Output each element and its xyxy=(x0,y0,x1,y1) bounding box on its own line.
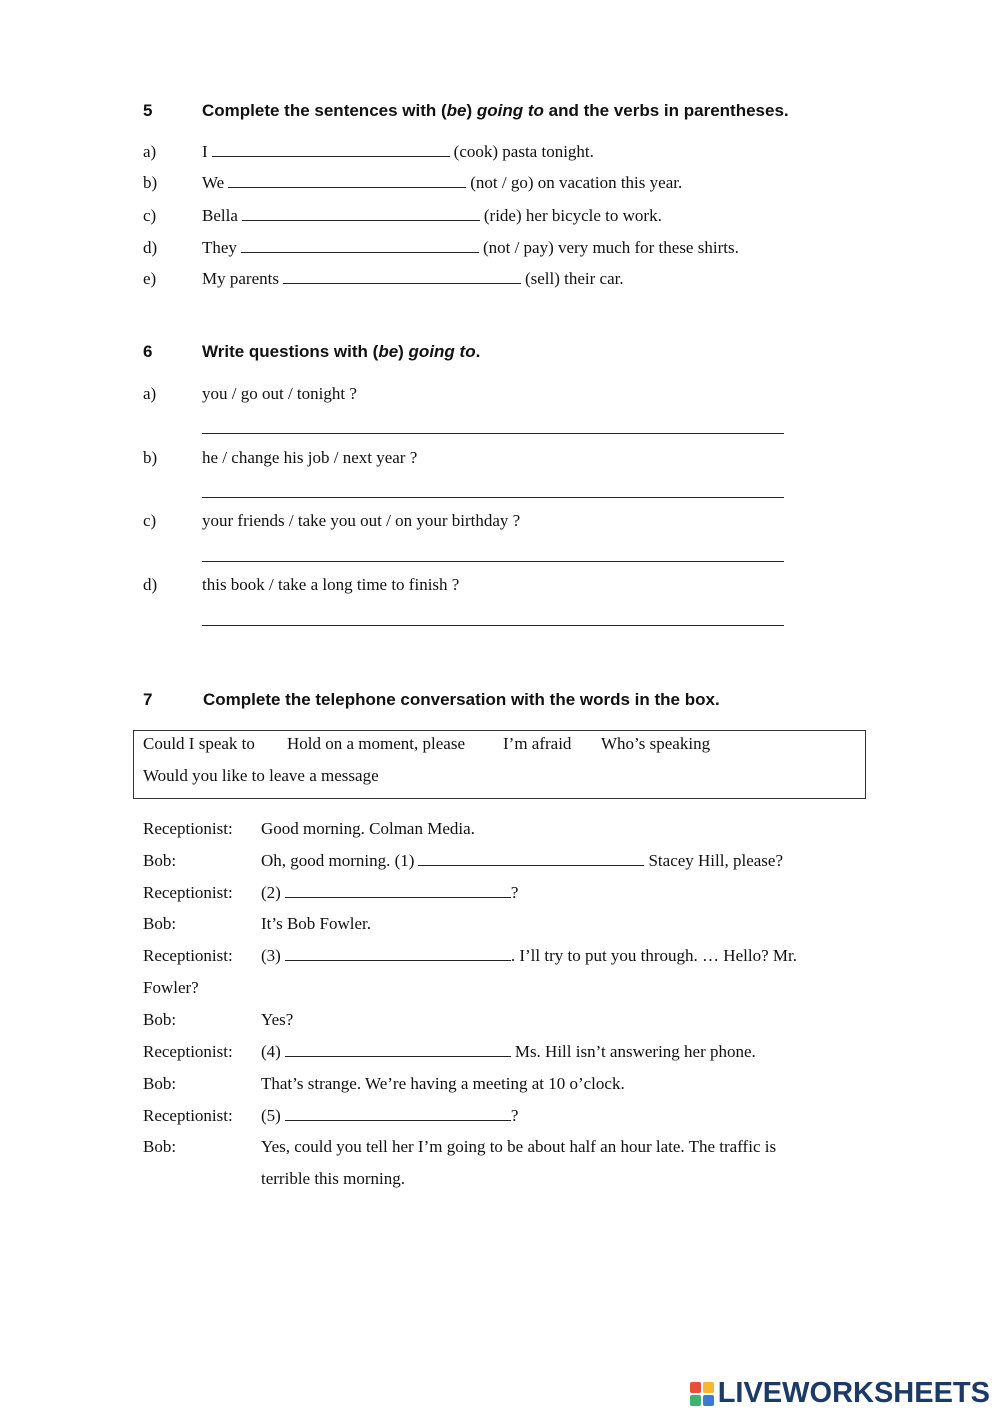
box-word-2: Hold on a moment, please xyxy=(287,734,465,753)
speaker-receptionist: Receptionist: xyxy=(143,883,233,902)
brand-name: LIVEWORKSHEETS xyxy=(717,1377,990,1409)
s6-prompt-c: your friends / take you out / on your birthday ? xyxy=(202,511,521,530)
answer-blank[interactable] xyxy=(242,206,480,221)
speaker-receptionist: Receptionist: xyxy=(143,1106,233,1125)
dialogue-line: That’s strange. We’re having a meeting at 10 o’clock. xyxy=(261,1074,625,1093)
box-word-5: Would you like to leave a message xyxy=(143,766,379,785)
section-6-heading: Write questions with (be) going to. xyxy=(202,342,481,361)
speaker-receptionist: Receptionist: xyxy=(143,1042,233,1061)
answer-line[interactable] xyxy=(202,561,784,562)
s5-item-a: I (cook) pasta tonight. xyxy=(202,142,594,161)
speaker-receptionist: Receptionist: xyxy=(143,819,233,838)
box-word-4: Who’s speaking xyxy=(601,734,711,753)
dialogue-line: Yes, could you tell her I’m going to be about half an hour late. The traffic is xyxy=(261,1137,777,1156)
s6-letter-b: b) xyxy=(143,448,158,467)
answer-line[interactable] xyxy=(202,433,784,434)
s5-item-c: Bella (ride) her bicycle to work. xyxy=(202,206,662,225)
answer-line[interactable] xyxy=(202,625,784,626)
s6-letter-a: a) xyxy=(143,384,157,403)
liveworksheets-logo-icon xyxy=(690,1382,714,1406)
dialogue-line: (5) ? xyxy=(261,1106,519,1125)
section-5-number: 5 xyxy=(143,101,153,120)
speaker-bob: Bob: xyxy=(143,851,177,870)
dialogue-line: terrible this morning. xyxy=(261,1169,406,1188)
answer-blank[interactable] xyxy=(212,142,450,157)
s6-prompt-a: you / go out / tonight ? xyxy=(202,384,357,403)
dialogue-line: Oh, good morning. (1) Stacey Hill, please? xyxy=(261,851,783,870)
s5-letter-a: a) xyxy=(143,142,157,161)
s5-letter-d: d) xyxy=(143,238,158,257)
speaker-bob: Bob: xyxy=(143,1074,177,1093)
speaker-bob: Bob: xyxy=(143,1010,177,1029)
answer-blank[interactable] xyxy=(228,173,466,188)
dialogue-line: It’s Bob Fowler. xyxy=(261,914,372,933)
speaker-bob: Bob: xyxy=(143,1137,177,1156)
s5-item-d: They (not / pay) very much for these shirts. xyxy=(202,238,739,257)
liveworksheets-logo xyxy=(690,1377,990,1410)
answer-blank[interactable] xyxy=(418,851,644,866)
section-7-number: 7 xyxy=(143,690,153,709)
box-word-3: I’m afraid xyxy=(503,734,572,753)
dialogue-line: Good morning. Colman Media. xyxy=(261,819,475,838)
s5-item-b: We (not / go) on vacation this year. xyxy=(202,173,683,192)
answer-blank[interactable] xyxy=(285,1106,511,1121)
s5-letter-c: c) xyxy=(143,206,157,225)
s5-item-e: My parents (sell) their car. xyxy=(202,269,624,288)
dialogue-line: (3) . I’ll try to put you through. … Hello? Mr. xyxy=(261,946,797,965)
section-5-heading: Complete the sentences with (be) going to and the verbs in parentheses. xyxy=(202,101,789,120)
answer-blank[interactable] xyxy=(285,946,511,961)
box-word-1: Could I speak to xyxy=(143,734,255,753)
section-7-heading: Complete the telephone conversation with the words in the box. xyxy=(203,690,720,709)
dialogue-line: Yes? xyxy=(261,1010,294,1029)
s6-prompt-b: he / change his job / next year ? xyxy=(202,448,418,467)
dialogue-continuation: Fowler? xyxy=(143,978,199,997)
s5-letter-b: b) xyxy=(143,173,158,192)
answer-blank[interactable] xyxy=(285,883,511,898)
s6-prompt-d: this book / take a long time to finish ? xyxy=(202,575,460,594)
s6-letter-c: c) xyxy=(143,511,157,530)
dialogue-line: (4) Ms. Hill isn’t answering her phone. xyxy=(261,1042,756,1061)
s6-letter-d: d) xyxy=(143,575,158,594)
answer-blank[interactable] xyxy=(285,1042,511,1057)
speaker-receptionist: Receptionist: xyxy=(143,946,233,965)
speaker-bob: Bob: xyxy=(143,914,177,933)
s5-letter-e: e) xyxy=(143,269,157,288)
answer-blank[interactable] xyxy=(283,269,521,284)
dialogue-line: (2) ? xyxy=(261,883,519,902)
answer-blank[interactable] xyxy=(241,238,479,253)
answer-line[interactable] xyxy=(202,497,784,498)
section-6-number: 6 xyxy=(143,342,153,361)
